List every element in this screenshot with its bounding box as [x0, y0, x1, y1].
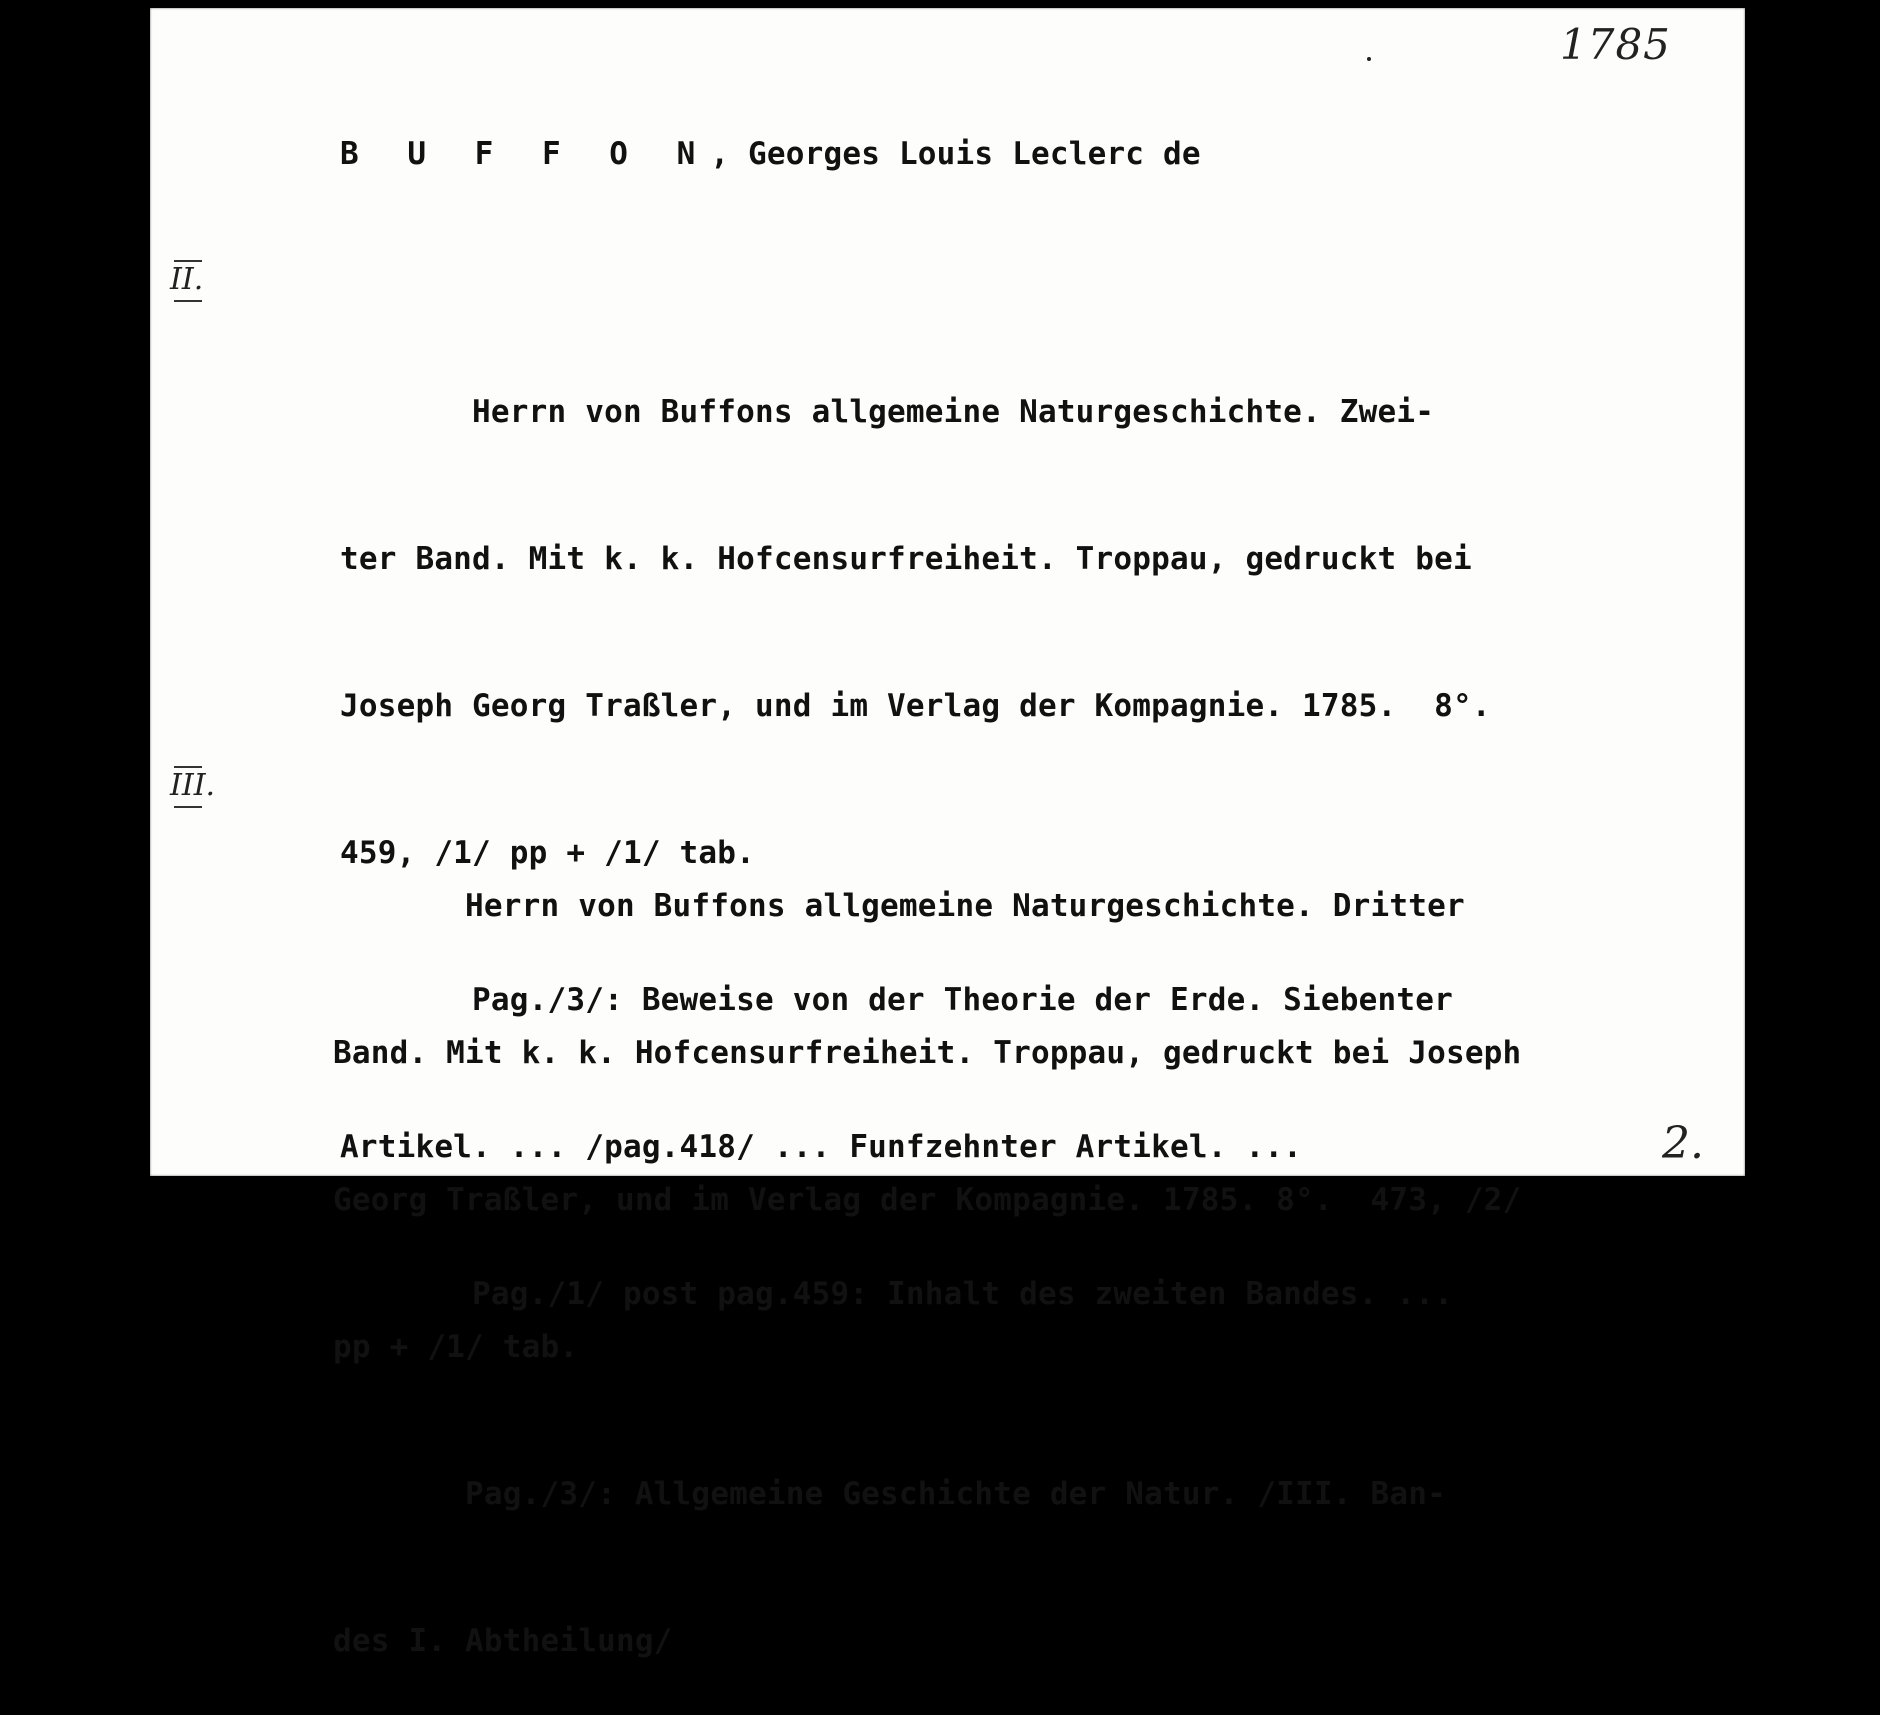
entry-line: Herrn von Buffons allgemeine Naturgeschichte. Zwei-	[340, 394, 1435, 430]
entry-line: Georg Traßler, und im Verlag der Kompagnie. 1785. 8°. 473, /2/	[333, 1182, 1522, 1218]
volume-mark-label: II.	[170, 262, 204, 297]
entry-volume-iii	[333, 784, 1521, 1715]
volume-mark-iii	[170, 768, 215, 803]
entry-line: Joseph Georg Traßler, und im Verlag der Kompagnie. 1785. 8°.	[340, 688, 1491, 724]
card-heading	[340, 130, 1201, 179]
volume-mark-overline	[174, 260, 202, 262]
volume-mark-label: III.	[170, 768, 216, 803]
entry-line: 459, /1/ pp + /1/ tab.	[340, 835, 755, 871]
entry-line: pp + /1/ tab.	[333, 1329, 579, 1365]
entry-line: Pag./1/ post pag.459: Inhalt des zweiten Bandes. ...	[340, 1276, 1453, 1312]
volume-mark-underline	[174, 806, 202, 808]
entry-line: Pag./3/: Allgemeine Geschichte der Natur. /III. Ban-	[333, 1476, 1446, 1512]
author-surname: B U F F O N	[340, 136, 711, 172]
entry-line: Band. Mit k. k. Hofcensurfreiheit. Troppau, gedruckt bei Joseph	[333, 1035, 1522, 1071]
ink-dot	[1367, 57, 1371, 61]
volume-mark-ii	[170, 262, 203, 297]
handwritten-page-number: 2.	[1662, 1118, 1704, 1169]
volume-mark-overline	[174, 766, 202, 768]
entry-line: Herrn von Buffons allgemeine Naturgeschichte. Dritter	[333, 888, 1465, 924]
volume-mark-underline	[174, 300, 202, 302]
entry-line: ter Band. Mit k. k. Hofcensurfreiheit. Troppau, gedruckt bei	[340, 541, 1472, 577]
handwritten-catalog-number: 1785	[1560, 20, 1671, 69]
entry-line: des I. Abtheilung/	[333, 1623, 673, 1659]
author-given-names: , Georges Louis Leclerc de	[710, 136, 1201, 172]
entry-line: Pag./3/: Beweise von der Theorie der Erde. Siebenter	[340, 982, 1453, 1018]
entry-line: Artikel. ... /pag.418/ ... Funfzehnter Artikel. ...	[340, 1129, 1303, 1165]
